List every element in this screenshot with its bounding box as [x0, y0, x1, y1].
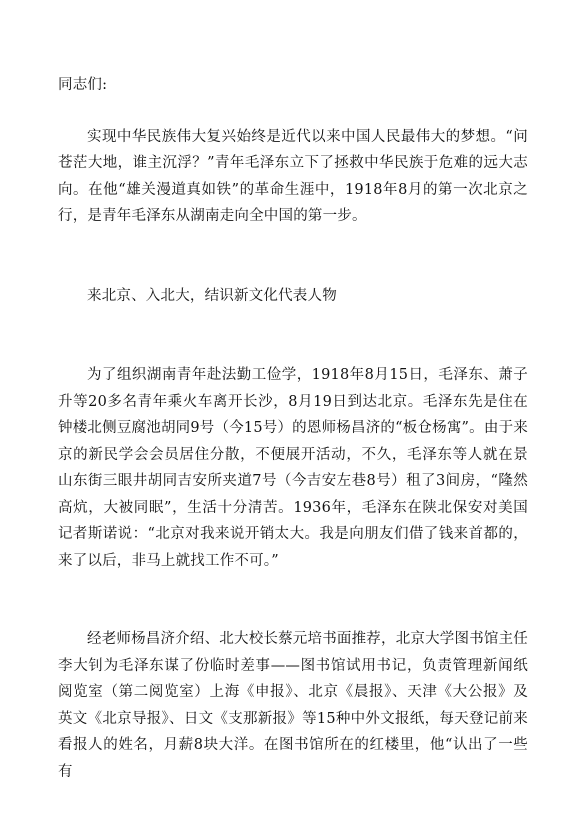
salutation: 同志们: [58, 77, 108, 93]
section-heading: 来北京、入北大，结识新文化代表人物 [87, 287, 337, 304]
intro-paragraph: 实现中华民族伟大复兴始终是近代以来中国人民最伟大的梦想。“问苍茫大地，谁主沉浮？”青年毛泽东立下了拯救中华民族于危难的远大志向。在他“雄关漫道真如铁”的革命生涯中，1918年8月的第一次北京之行，是青年毛泽东从湖南走向全中国的第一步。 [58, 128, 528, 224]
document-page [58, 72, 528, 785]
body-paragraph-1: 为了组织湖南青年赴法勤工俭学，1918年8月15日，毛泽东、萧子升等20多名青年乘火车离开长沙，8月19日到达北京。毛泽东先是住在钟楼北侧豆腐池胡同9号（今15号）的恩师杨昌济的“板仓杨寓”。由于来京的新民学会会员居住分散，不便展开活动，不久，毛泽东等人就在景山东街三眼井胡同吉安所夹道7号（今吉安左巷8号）租了3间房，“隆然高炕，大被同眠”，生活十分清苦。1936年，毛泽东在陕北保安对美国记者斯诺说：“北京对我来说开销太大。我是向朋友们借了钱来首都的，来了以后，非马上就找工作不可。” [58, 367, 528, 569]
body-paragraph-2: 经老师杨昌济介绍、北大校长蔡元培书面推荐，北京大学图书馆主任李大钊为毛泽东谋了份临时差事——图书馆试用书记，负责管理新闻纸阅览室（第二阅览室）上海《申报》、北京《晨报》、天津《大公报》及英文《北京导报》、日文《支那新报》等15种中外文报纸，每天登记前来看报人的姓名，月薪8块大洋。在图书馆所在的红楼里，他“认出了一些有 [58, 631, 528, 780]
